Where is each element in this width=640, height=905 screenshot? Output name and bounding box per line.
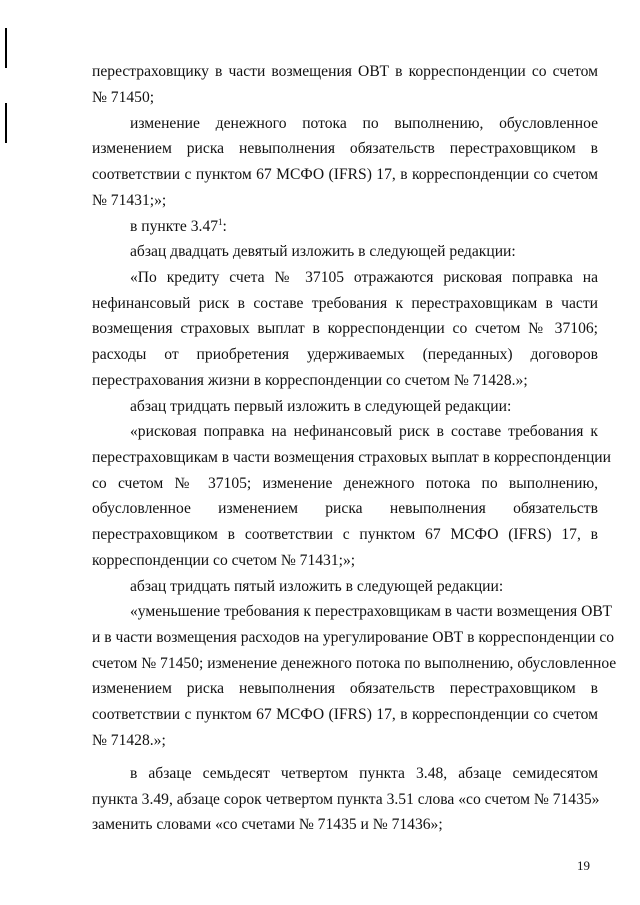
text-line: и в части возмещения расходов на урегулирование ОВТ в корреспонденции со <box>92 629 615 646</box>
text-line: соответствии с пунктом 67 МСФО (IFRS) 17, в корреспонденции со счетом <box>92 166 598 183</box>
text-line: обусловленное изменением риска невыполнения обязательств <box>92 500 598 517</box>
clause-suffix: : <box>222 218 227 235</box>
text-line: соответствии с пунктом 67 МСФО (IFRS) 17, в корреспонденции со счетом <box>92 706 598 723</box>
text-line: «По кредиту счета № 37105 отражаются рисковая поправка на <box>130 269 598 286</box>
page-number: 19 <box>577 858 590 873</box>
text-line <box>130 217 227 237</box>
text-line: счетом № 71450; изменение денежного потока по выполнению, обусловленное <box>92 655 617 672</box>
margin-bar <box>5 103 7 143</box>
text-line: перестраховщику в части возмещения ОВТ в корреспонденции со счетом <box>92 63 598 80</box>
text-line: со счетом № 37105; изменение денежного потока по выполнению, <box>92 475 598 492</box>
superscript: 1 <box>218 216 223 227</box>
text-line: в абзаце семьдесят четвертом пункта 3.48, абзаце семидесятом <box>130 765 598 782</box>
text-line: перестраховщикам в части возмещения страховых выплат в корреспонденции <box>92 449 612 466</box>
text-line: расходы от приобретения удерживаемых (переданных) договоров <box>92 346 598 363</box>
text-line: изменение денежного потока по выполнению, обусловленное <box>130 115 598 132</box>
text-line: изменением риска невыполнения обязательств перестраховщиком в <box>92 680 598 697</box>
text-line: корреспонденции со счетом № 71431;»; <box>92 552 356 569</box>
text-line: возмещения страховых выплат в корреспонденции со счетом № 37106; <box>92 320 598 337</box>
text-line: «уменьшение требования к перестраховщикам в части возмещения ОВТ <box>130 603 613 620</box>
text-line: № 71428.»; <box>92 732 166 749</box>
text-line: заменить словами «со счетами № 71435 и № 71436»; <box>92 816 443 833</box>
text-line: абзац тридцать первый изложить в следующей редакции: <box>130 398 512 415</box>
text-line: перестраховщиком в соответствии с пунктом 67 МСФО (IFRS) 17, в <box>92 526 598 543</box>
text-line: пункта 3.49, абзаце сорок четвертом пункта 3.51 слова «со счетом № 71435» <box>92 791 600 808</box>
clause-reference: в пункте 3.47 <box>130 218 219 235</box>
text-line: № 71450; <box>92 89 155 106</box>
text-line: нефинансовый риск в составе требования к перестраховщикам в части <box>92 295 598 312</box>
text-line: абзац тридцать пятый изложить в следующей редакции: <box>130 578 504 595</box>
text-line: «рисковая поправка на нефинансовый риск в составе требования к <box>130 423 598 440</box>
text-line: перестрахования жизни в корреспонденции со счетом № 71428.»; <box>92 372 528 389</box>
text-line: изменением риска невыполнения обязательств перестраховщиком в <box>92 140 598 157</box>
text-line: № 71431;»; <box>92 192 167 209</box>
text-line: абзац двадцать девятый изложить в следующей редакции: <box>130 243 516 260</box>
margin-bar <box>5 28 7 68</box>
